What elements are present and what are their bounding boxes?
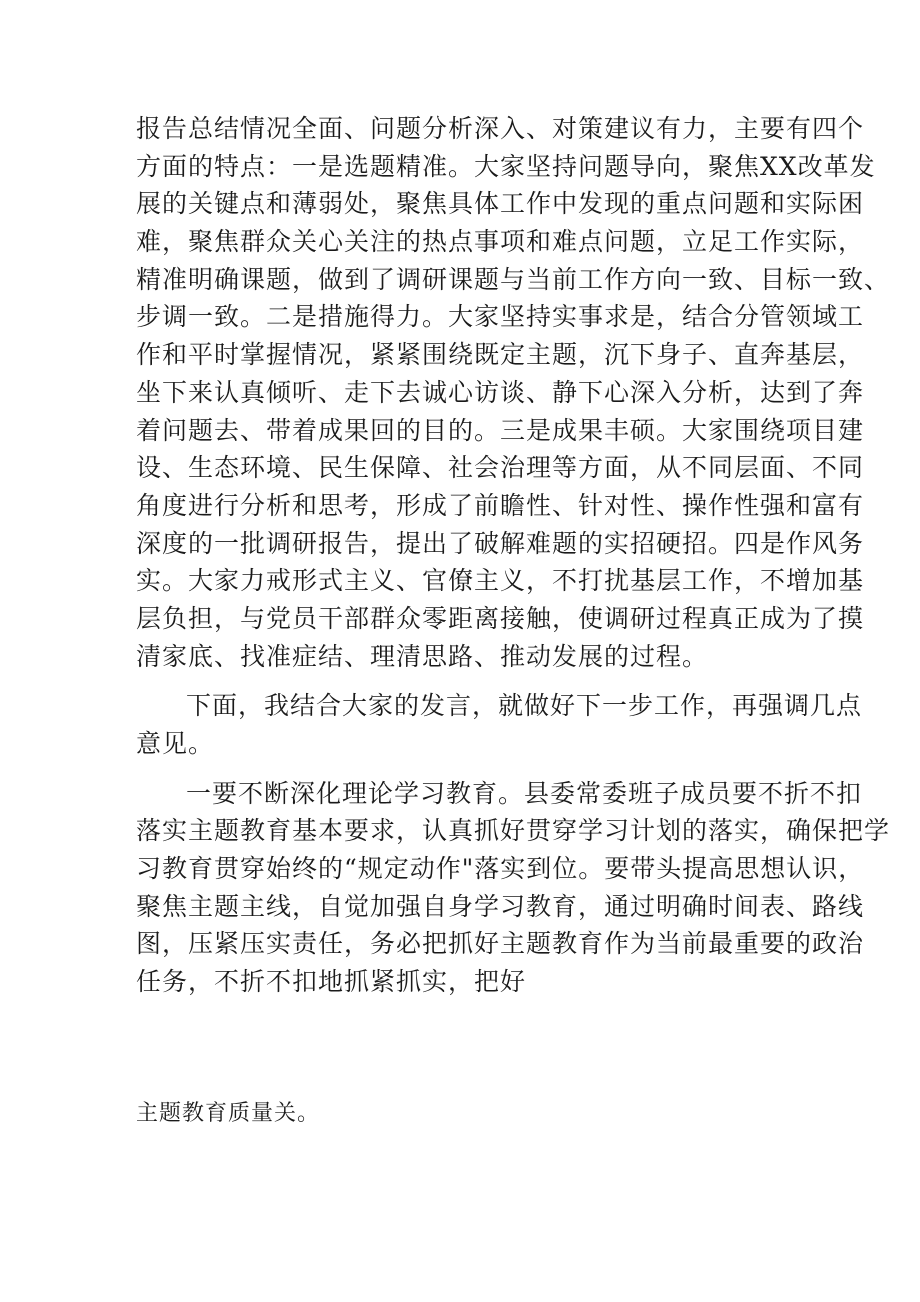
text-line: 意见。 [136, 729, 215, 758]
paragraph-summary [136, 110, 891, 675]
text-line: 精准明确课题，做到了调研课题与当前工作方向一致、目标一致、 [136, 264, 891, 294]
text-line: 清家底、找准症结、理清思路、推动发展的过程。 [136, 641, 709, 671]
text-line: 任务，不折不扣地抓紧抓实，把好 [136, 967, 527, 997]
text-line: 难，聚焦群众关心关注的热点事项和难点问题，立足工作实际， [136, 227, 865, 257]
text-line: 作和平时掌握情况，紧紧围绕既定主题，沉下身子、直奔基层， [136, 340, 865, 370]
text-line: 落实主题教育基本要求，认真抓好贯穿学习计划的落实，确保把学 [136, 816, 891, 846]
paragraph-transition [136, 687, 863, 762]
text-line: 步调一致。二是措施得力。大家坚持实事求是，结合分管领域工 [136, 302, 865, 332]
text-line: 方面的特点：一是选题精准。大家坚持问题导向，聚焦XX改革发 [136, 151, 876, 181]
text-line: 角度进行分析和思考，形成了前瞻性、针对性、操作性强和富有 [136, 490, 865, 520]
text-line: 实。大家力戒形式主义、官僚主义，不打扰基层工作，不增加基 [136, 566, 865, 596]
text-line: 聚焦主题主线，自觉加强自身学习教育，通过明确时间表、路线 [136, 891, 865, 921]
text-line: 展的关键点和薄弱处，聚焦具体工作中发现的重点问题和实际困 [136, 189, 865, 219]
text-line: 坐下来认真倾听、走下去诚心访谈、静下心深入分析，达到了奔 [136, 377, 865, 407]
paragraph-point-one [136, 775, 891, 1001]
text-line-last: 主题教育质量关。 [136, 1101, 321, 1126]
text-line: 下面，我结合大家的发言，就做好下一步工作，再强调几点 [186, 691, 863, 721]
text-line: 层负担，与党员干部群众零距离接触，使调研过程真正成为了摸 [136, 603, 865, 633]
text-line: 习教育贯穿始终的“规定动作"落实到位。要带头提高思想认识， [136, 854, 865, 884]
text-line: 报告总结情况全面、问题分析深入、对策建议有力，主要有四个 [136, 114, 865, 143]
text-line: 深度的一批调研报告，提出了破解难题的实招硬招。四是作风务 [136, 528, 865, 558]
text-line: 着问题去、带着成果回的目的。三是成果丰硕。大家围绕项目建 [136, 415, 865, 445]
text-line: 一要不断深化理论学习教育。县委常委班子成员要不折不扣 [186, 778, 863, 808]
document-body [136, 110, 891, 1001]
text-line: 图，压紧压实责任，务必把抓好主题教育作为当前最重要的政治 [136, 929, 865, 959]
text-line: 设、生态环境、民生保障、社会治理等方面，从不同层面、不同 [136, 453, 865, 483]
